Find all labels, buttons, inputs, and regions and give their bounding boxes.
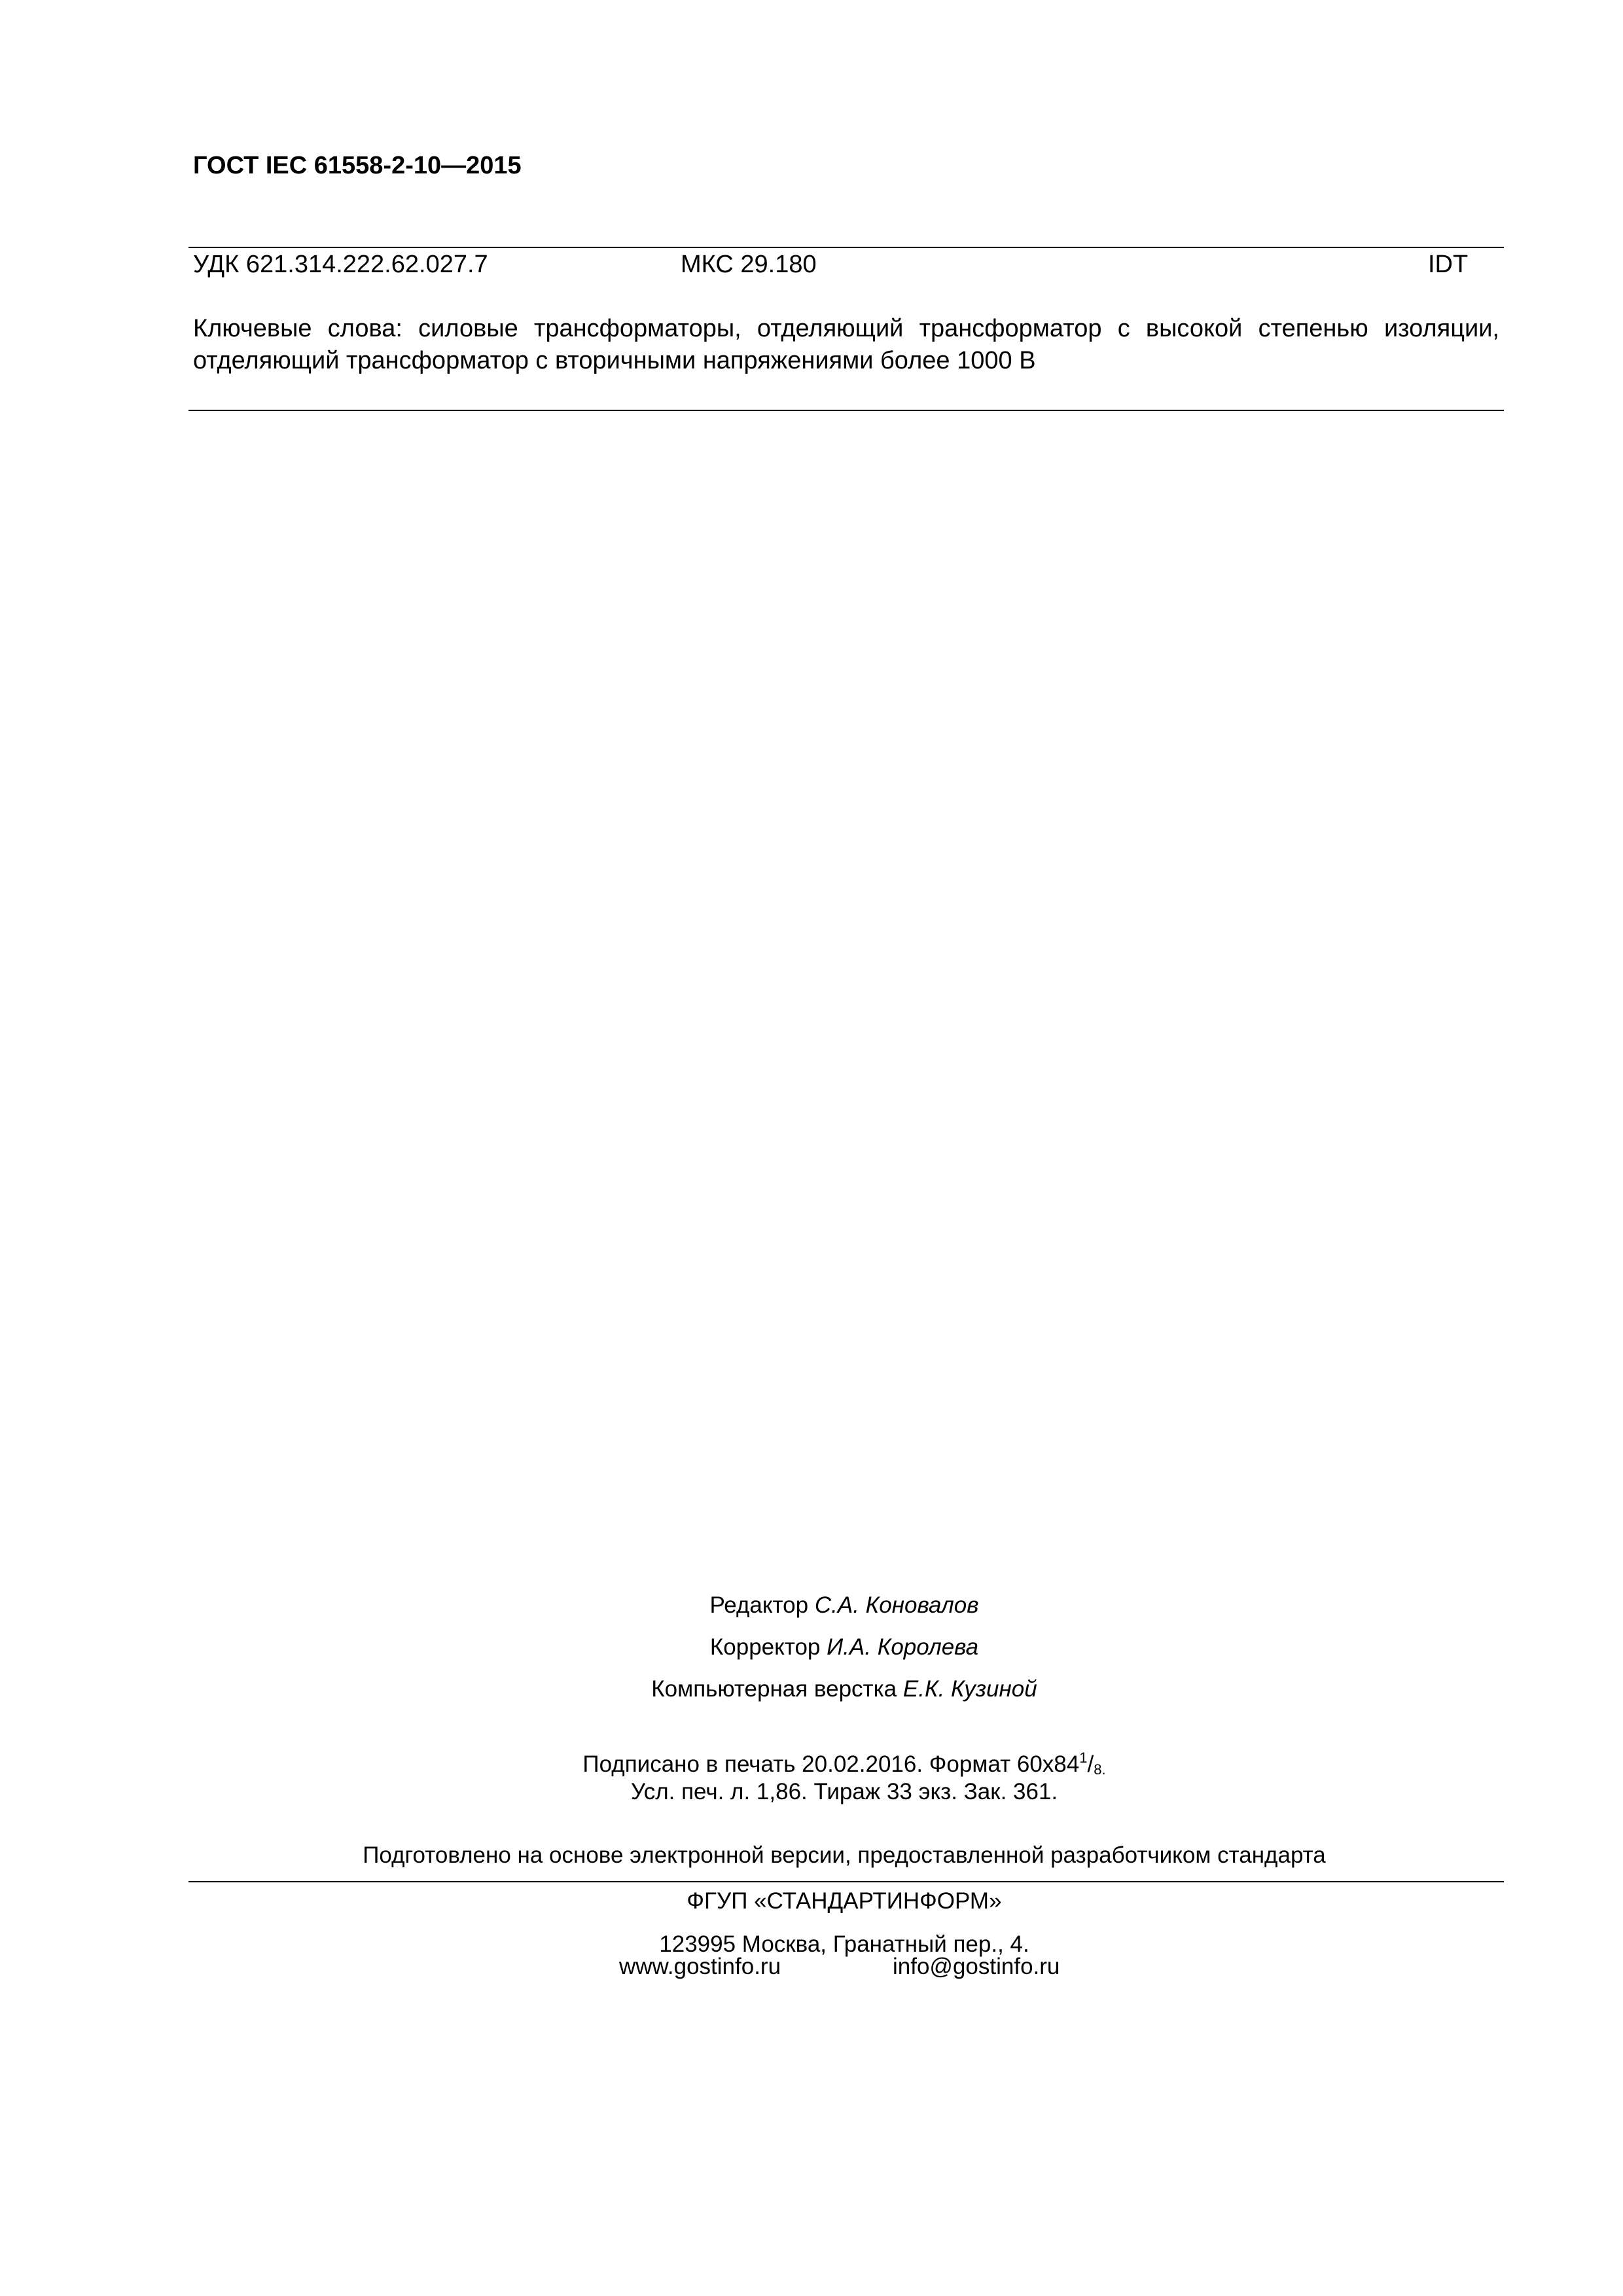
format-denominator: 8. bbox=[1094, 1761, 1106, 1778]
publisher-divider bbox=[188, 1881, 1504, 1882]
keywords-paragraph: Ключевые слова: силовые трансформаторы, отделяющий трансформатор с высокой степенью изоляции, отделяющий трансформатор с вторичными напряжениями более 1000 В bbox=[193, 315, 1499, 374]
keywords-divider bbox=[188, 410, 1504, 411]
format-numerator: 1 bbox=[1079, 1749, 1088, 1766]
signed-text: Подписано в печать 20.02.2016. Формат 60x84 bbox=[582, 1751, 1080, 1777]
publisher-website[interactable]: www.gostinfo.ru bbox=[619, 1954, 781, 1979]
corrector-line bbox=[0, 1634, 1623, 1660]
mks-code: МКС 29.180 bbox=[681, 251, 817, 278]
editor-line bbox=[0, 1592, 1623, 1619]
publisher-address: 123995 Москва, Гранатный пер., 4. bbox=[659, 1931, 1029, 1957]
print-details: Усл. печ. л. 1,86. Тираж 33 экз. Зак. 361. bbox=[630, 1779, 1058, 1804]
udk-code: УДК 621.314.222.62.027.7 bbox=[193, 251, 488, 278]
corrector-name: И.А. Королева bbox=[827, 1634, 979, 1660]
editor-label: Редактор bbox=[709, 1592, 809, 1618]
publisher-email[interactable]: info@gostinfo.ru bbox=[893, 1954, 1060, 1979]
layout-line bbox=[0, 1676, 1623, 1702]
document-title: ГОСТ IEC 61558-2-10—2015 bbox=[193, 152, 522, 179]
publisher-name: ФГУП «СТАНДАРТИНФОРМ» bbox=[687, 1888, 1002, 1914]
corrector-label: Корректор bbox=[709, 1634, 821, 1660]
format-slash: / bbox=[1087, 1751, 1094, 1777]
signed-line bbox=[0, 1749, 1623, 1778]
layout-label: Компьютерная верстка bbox=[651, 1676, 897, 1702]
editor-name: С.А. Коновалов bbox=[814, 1592, 979, 1618]
prepared-note: Подготовлено на основе электронной версии, предоставленной разработчиком стандарта bbox=[363, 1842, 1326, 1868]
layout-name: Е.К. Кузиной bbox=[902, 1676, 1037, 1702]
top-divider bbox=[188, 247, 1504, 248]
idt-label: IDT bbox=[1428, 251, 1469, 278]
